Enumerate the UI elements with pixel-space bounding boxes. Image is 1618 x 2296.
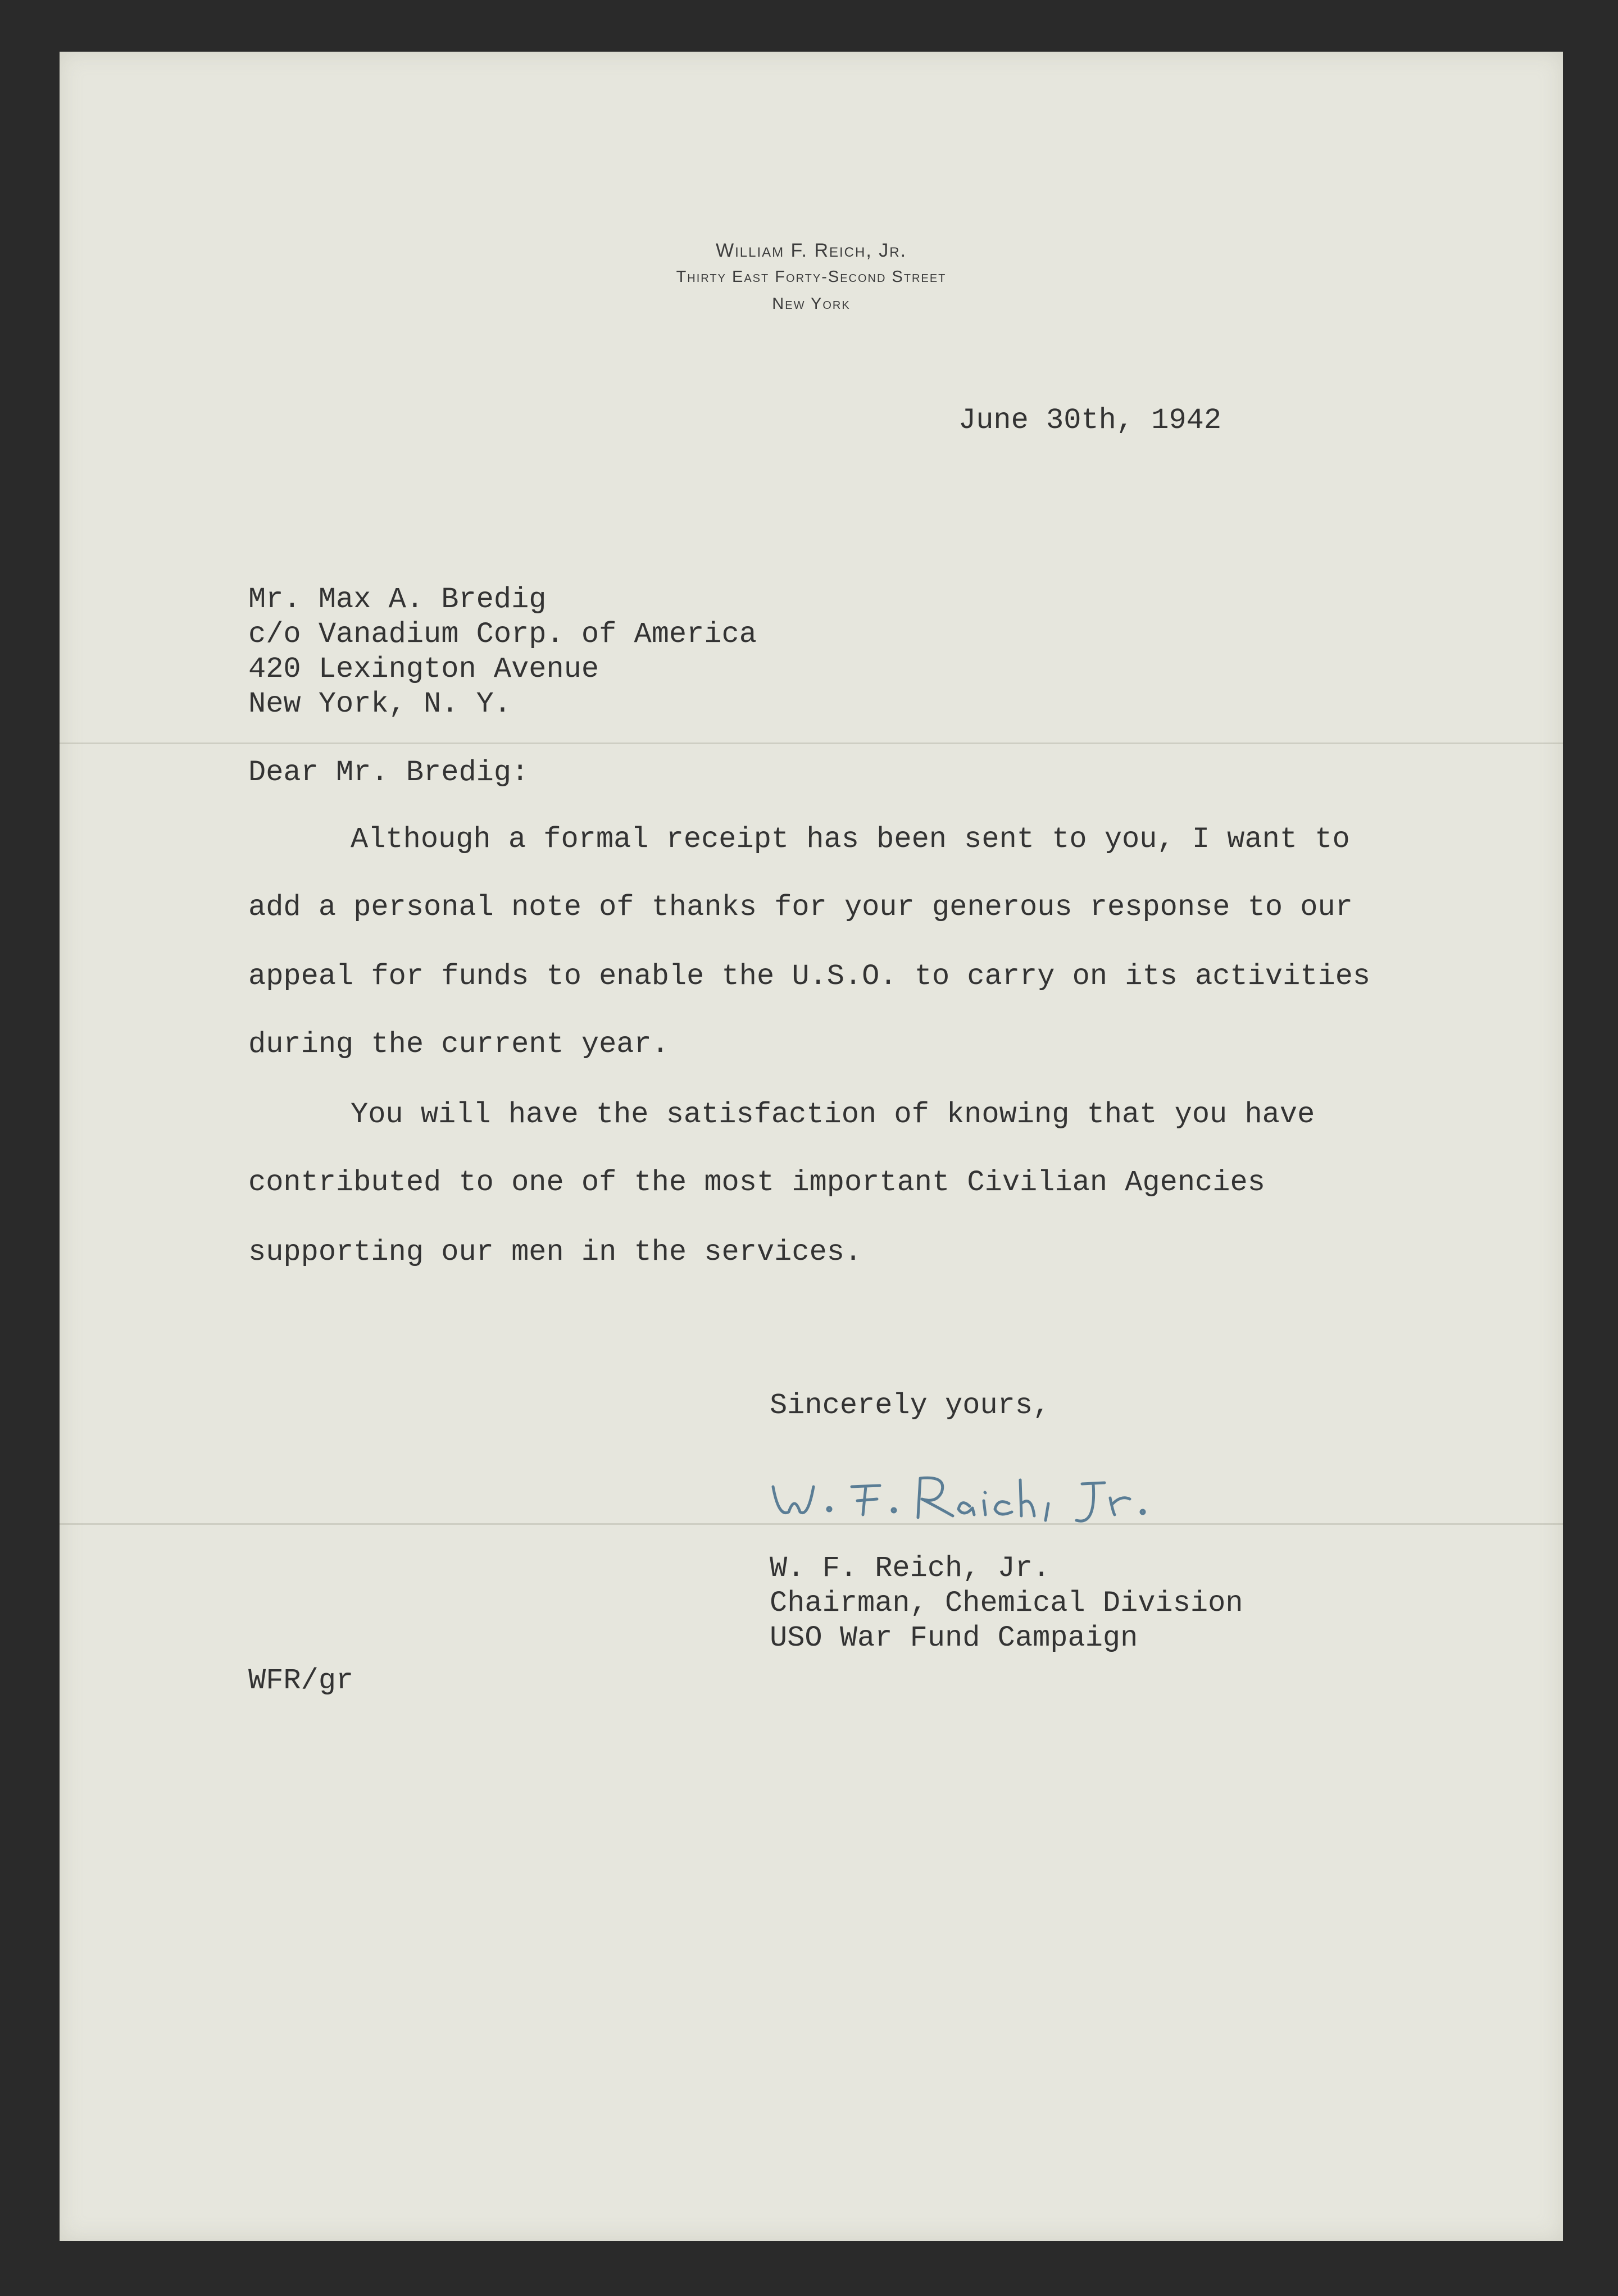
- letterhead-name: William F. Reich, Jr.: [715, 240, 907, 261]
- body-line: appeal for funds to enable the U.S.O. to carry on its activities: [248, 960, 1371, 993]
- handwritten-signature: [767, 1464, 1194, 1532]
- signatory-name: W. F. Reich, Jr.: [770, 1552, 1051, 1585]
- letterhead-street: Thirty East Forty-Second Street: [676, 268, 947, 286]
- body-line: supporting our men in the services.: [248, 1236, 862, 1269]
- body-line: You will have the satisfaction of knowing that you have: [351, 1098, 1315, 1131]
- letter-sheet: [60, 52, 1563, 2241]
- fold-line: [60, 742, 1563, 744]
- recipient-line: New York, N. Y.: [248, 687, 512, 721]
- body-line: during the current year.: [248, 1028, 669, 1061]
- letterhead-city: New York: [772, 295, 851, 313]
- recipient-line: c/o Vanadium Corp. of America: [248, 618, 757, 651]
- reference-initials: WFR/gr: [248, 1664, 354, 1697]
- recipient-line: 420 Lexington Avenue: [248, 653, 599, 686]
- body-line: Although a formal receipt has been sent to you, I want to: [351, 823, 1350, 856]
- closing: Sincerely yours,: [770, 1389, 1051, 1422]
- recipient-line: Mr. Max A. Bredig: [248, 583, 547, 616]
- signatory-organization: USO War Fund Campaign: [770, 1621, 1138, 1655]
- body-line: add a personal note of thanks for your generous response to our: [248, 891, 1353, 924]
- body-line: contributed to one of the most important Civilian Agencies: [248, 1166, 1265, 1199]
- letter-date: June 30th, 1942: [958, 404, 1222, 437]
- signatory-block: [770, 1551, 1243, 1656]
- signatory-title: Chairman, Chemical Division: [770, 1587, 1243, 1620]
- salutation: Dear Mr. Bredig:: [248, 756, 529, 789]
- recipient-address: [248, 582, 757, 722]
